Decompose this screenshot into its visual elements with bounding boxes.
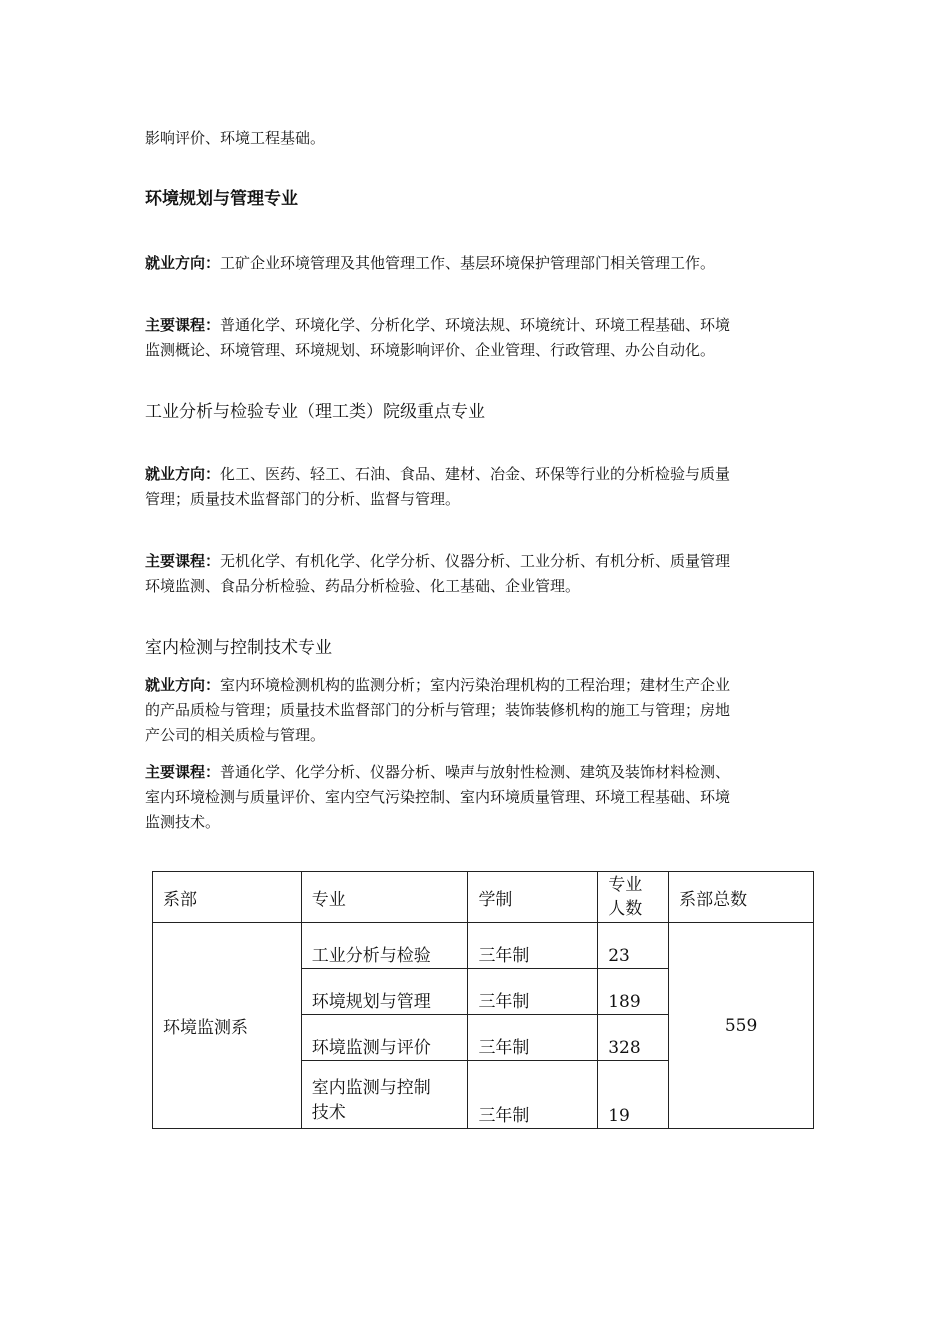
employment-text-cont: 的产品质检与管理；质量技术监督部门的分析与管理；装饰装修机构的施工与管理；房地 bbox=[145, 701, 731, 719]
courses-text: 普通化学、化学分析、仪器分析、噪声与放射性检测、建筑及装饰材料检测、 bbox=[220, 763, 731, 781]
count-cell: 19 bbox=[598, 1061, 669, 1129]
employment-line bbox=[145, 462, 730, 487]
count-cell: 328 bbox=[598, 1015, 669, 1061]
courses-text-cont: 监测概论、环境管理、环境规划、环境影响评价、企业管理、行政管理、办公自动化。 bbox=[145, 341, 716, 359]
section-title-indoor-detection: 室内检测与控制技术专业 bbox=[145, 638, 332, 658]
courses-line bbox=[145, 313, 730, 338]
header-count bbox=[598, 872, 669, 923]
department-cell: 环境监测系 bbox=[153, 923, 302, 1129]
major-cell bbox=[301, 1061, 468, 1129]
courses-line bbox=[145, 760, 730, 785]
table-header-row bbox=[153, 872, 814, 923]
employment-text: 室内环境检测机构的监测分析；室内污染治理机构的工程治理；建材生产企业 bbox=[220, 676, 731, 694]
employment-label: 就业方向： bbox=[145, 254, 221, 272]
system-cell: 三年制 bbox=[468, 1061, 598, 1129]
employment-text: 工矿企业环境管理及其他管理工作、基层环境保护管理部门相关管理工作。 bbox=[220, 254, 716, 272]
system-cell: 三年制 bbox=[468, 969, 598, 1015]
department-table bbox=[152, 871, 814, 1129]
employment-line bbox=[145, 251, 715, 276]
system-cell: 三年制 bbox=[468, 923, 598, 969]
intro-tail-text: 影响评价、环境工程基础。 bbox=[145, 129, 326, 147]
header-count-line1: 专业 bbox=[608, 875, 643, 895]
employment-label: 就业方向： bbox=[145, 465, 221, 483]
header-department: 系部 bbox=[153, 872, 302, 923]
employment-text-cont: 管理；质量技术监督部门的分析、监督与管理。 bbox=[145, 490, 461, 508]
header-major: 专业 bbox=[301, 872, 468, 923]
major-cell-line1: 室内监测与控制 bbox=[311, 1078, 431, 1098]
courses-label: 主要课程： bbox=[145, 552, 221, 570]
major-cell-line2: 技术 bbox=[311, 1103, 346, 1123]
employment-text-cont: 产公司的相关质检与管理。 bbox=[145, 726, 326, 744]
system-cell: 三年制 bbox=[468, 1015, 598, 1061]
count-cell: 189 bbox=[598, 969, 669, 1015]
header-count-line2: 人数 bbox=[608, 899, 643, 919]
courses-text-cont: 环境监测、食品分析检验、药品分析检验、化工基础、企业管理。 bbox=[145, 577, 581, 595]
total-cell: 559 bbox=[669, 923, 814, 1129]
header-system: 学制 bbox=[468, 872, 598, 923]
courses-text: 普通化学、环境化学、分析化学、环境法规、环境统计、环境工程基础、环境 bbox=[220, 316, 731, 334]
major-cell: 环境规划与管理 bbox=[301, 969, 468, 1015]
employment-line bbox=[145, 673, 730, 698]
courses-label: 主要课程： bbox=[145, 763, 221, 781]
courses-text-cont: 室内环境检测与质量评价、室内空气污染控制、室内环境质量管理、环境工程基础、环境 bbox=[145, 788, 731, 806]
major-cell: 工业分析与检验 bbox=[301, 923, 468, 969]
courses-text: 无机化学、有机化学、化学分析、仪器分析、工业分析、有机分析、质量管理 bbox=[220, 552, 731, 570]
courses-text-cont: 监测技术。 bbox=[145, 813, 221, 831]
table-row bbox=[153, 923, 814, 969]
employment-label: 就业方向： bbox=[145, 676, 221, 694]
major-cell: 环境监测与评价 bbox=[301, 1015, 468, 1061]
section-title-env-planning: 环境规划与管理专业 bbox=[145, 189, 298, 209]
count-cell: 23 bbox=[598, 923, 669, 969]
employment-text: 化工、医药、轻工、石油、食品、建材、冶金、环保等行业的分析检验与质量 bbox=[220, 465, 731, 483]
section-title-industrial-analysis: 工业分析与检验专业（理工类）院级重点专业 bbox=[145, 402, 485, 422]
courses-line bbox=[145, 549, 730, 574]
header-total: 系部总数 bbox=[669, 872, 814, 923]
courses-label: 主要课程： bbox=[145, 316, 221, 334]
